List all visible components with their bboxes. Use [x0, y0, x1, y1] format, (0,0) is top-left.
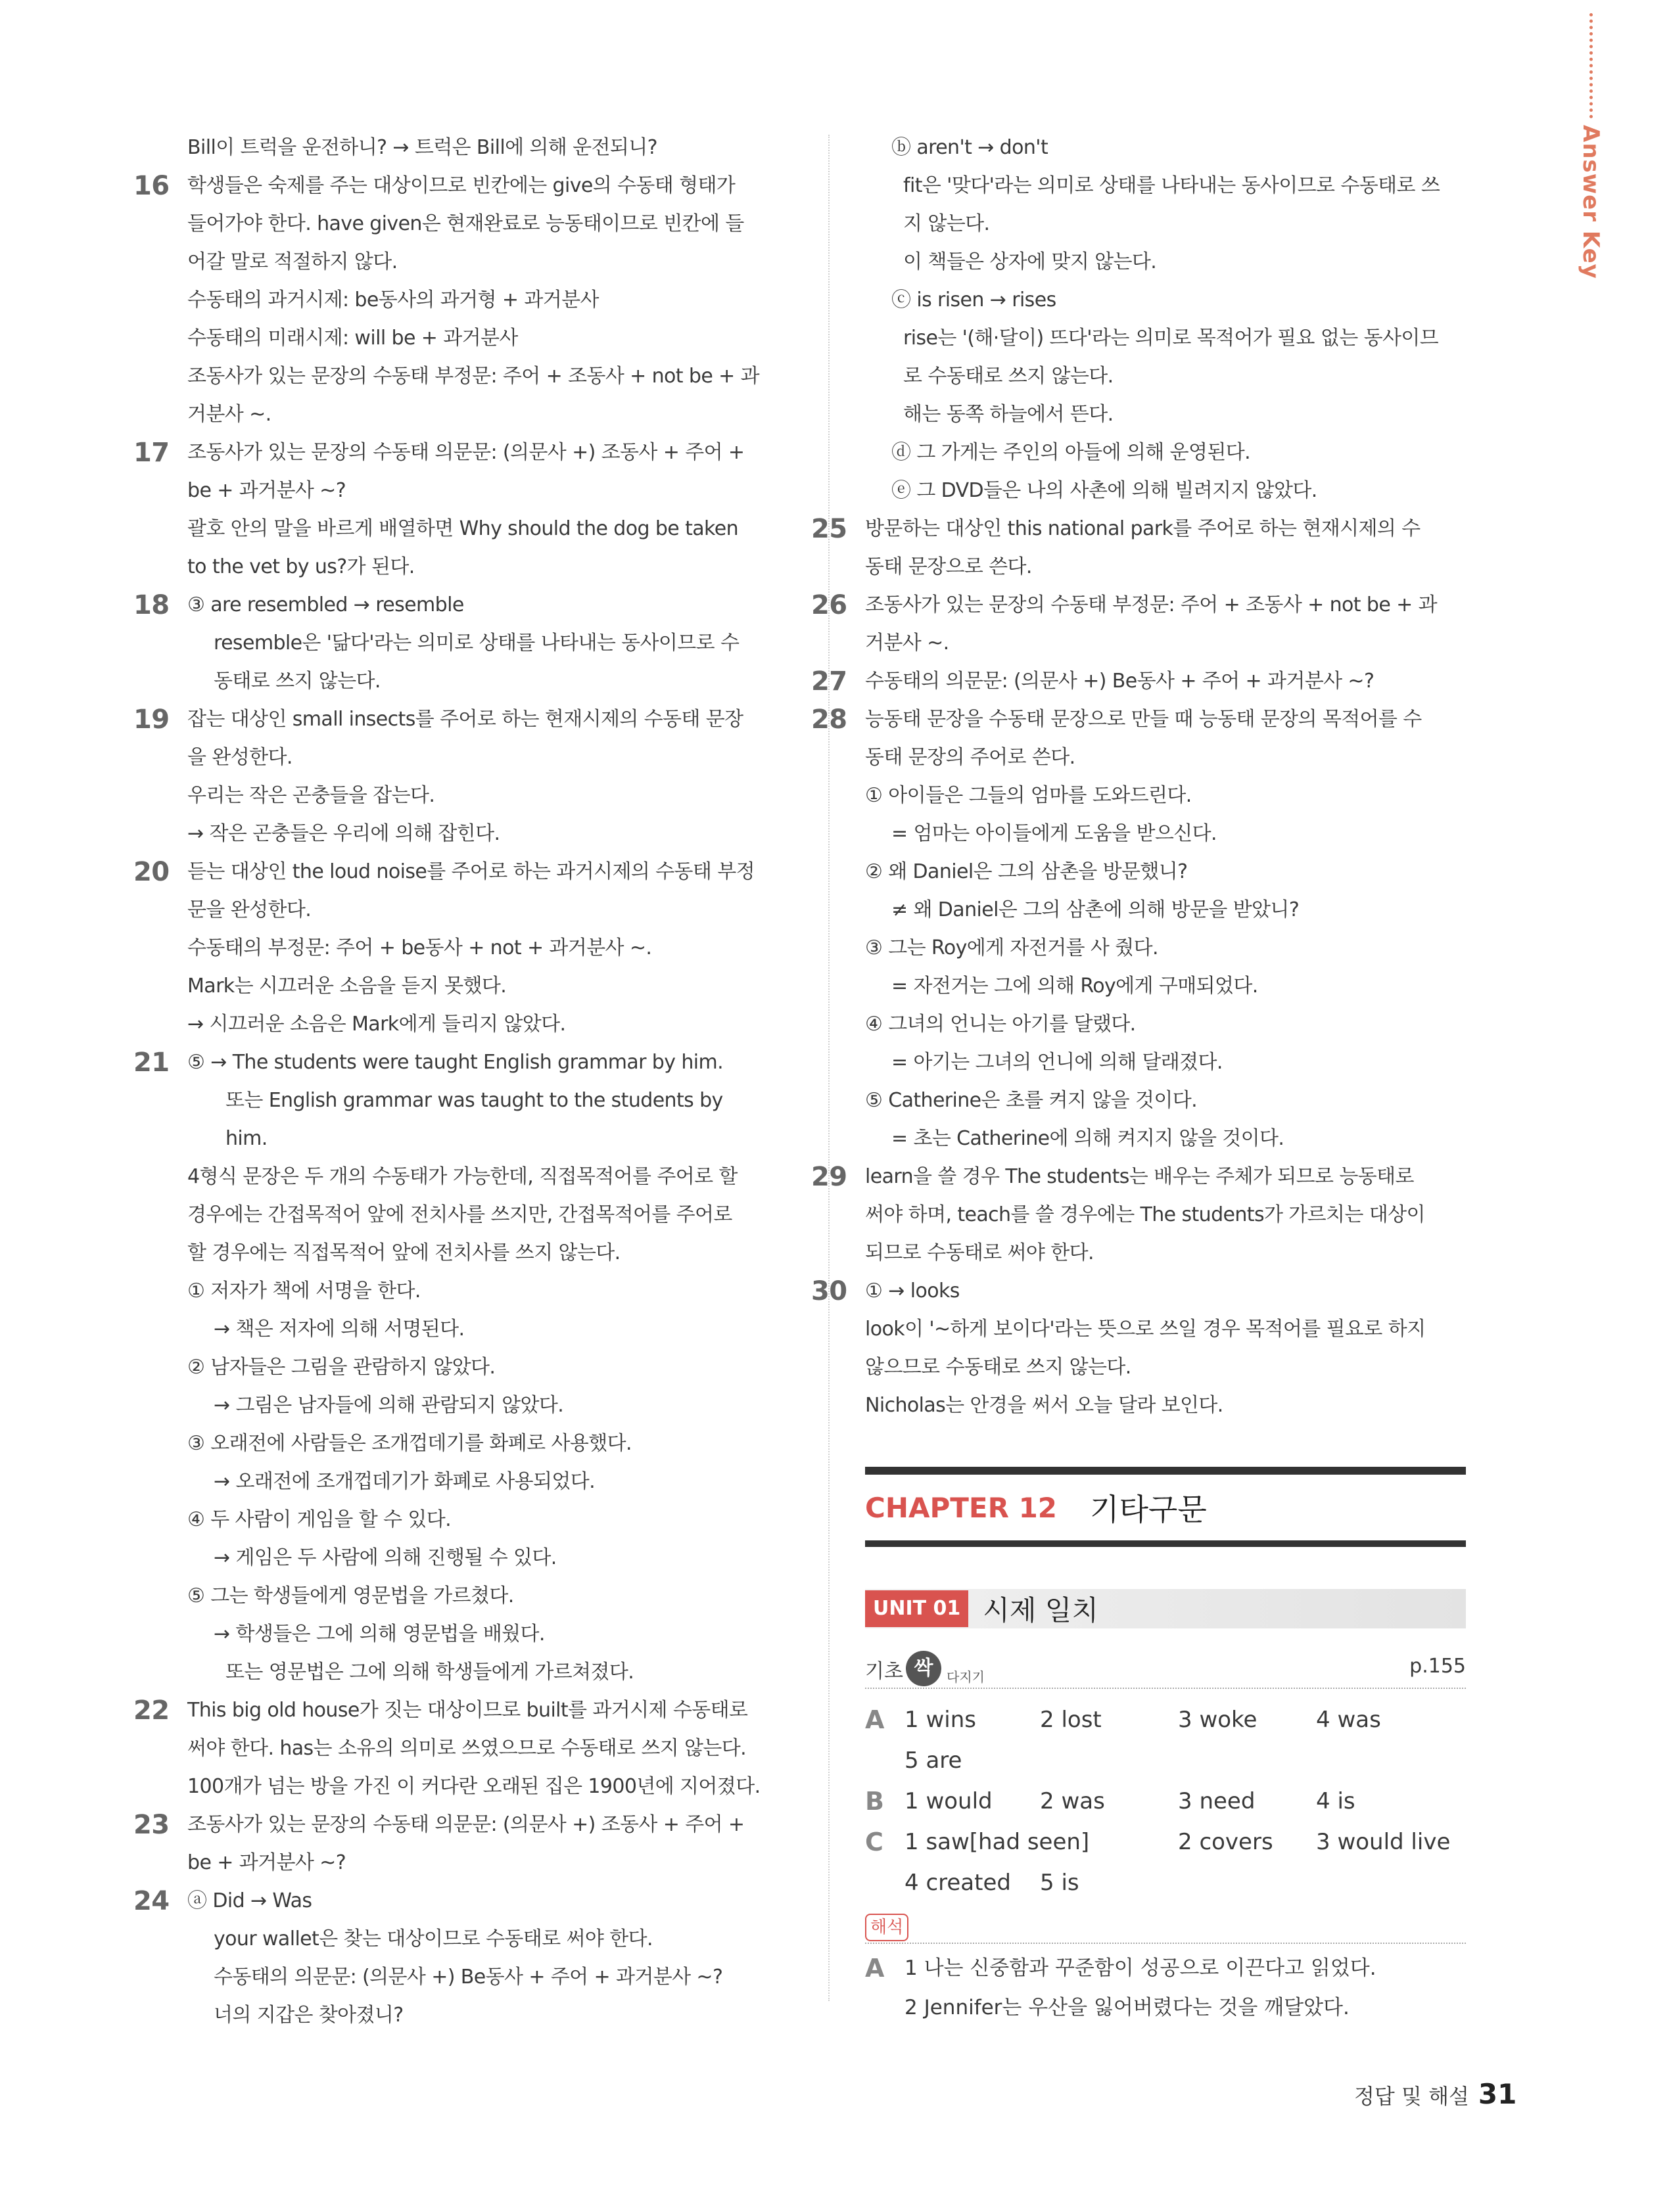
- text-line: [865, 548, 1470, 586]
- text-line: [811, 662, 1470, 701]
- text-line: [133, 1882, 792, 1920]
- line-text: 로 수동태로 쓰지 않는다.: [903, 365, 1114, 388]
- line-text: 동태 문장의 주어로 쓴다.: [865, 746, 1075, 769]
- text-line: [811, 701, 1470, 739]
- text-line: [133, 1692, 792, 1730]
- answer-item: 3 woke: [1178, 1707, 1258, 1733]
- line-text: 능동태 문장을 수동태 문장으로 만들 때 능동태 문장의 목적어를 수: [865, 708, 1422, 731]
- line-text: ① 아이들은 그들의 엄마를 도와드린다.: [865, 784, 1192, 807]
- basic-label: 기초: [865, 1660, 903, 1683]
- answer-item: 2 was: [1040, 1788, 1105, 1814]
- line-text: 또는 영문법은 그에 의해 학생들에게 가르쳐졌다.: [225, 1661, 634, 1684]
- line-text: ⑤ 그는 학생들에게 영문법을 가르쳤다.: [187, 1584, 514, 1607]
- text-line: [865, 396, 1470, 434]
- text-line: [187, 1539, 792, 1577]
- question-number: 16: [133, 171, 170, 201]
- text-line: [865, 1387, 1470, 1425]
- line-text: ① → looks: [865, 1279, 960, 1302]
- text-line: [187, 1844, 792, 1882]
- answer-item: 4 created: [905, 1870, 1011, 1896]
- text-line: [187, 1768, 792, 1806]
- line-text: 않으므로 수동태로 쓰지 않는다.: [865, 1356, 1131, 1379]
- line-text: 학생들은 숙제를 주는 대상이므로 빈칸에는 give의 수동태 형태가: [187, 174, 736, 197]
- line-text: → 게임은 두 사람에 의해 진행될 수 있다.: [214, 1546, 557, 1569]
- line-text: ③ are resembled → resemble: [187, 593, 464, 616]
- text-line: [865, 1348, 1470, 1387]
- text-line: [187, 205, 792, 243]
- question-number: 24: [133, 1886, 170, 1916]
- text-line: [187, 1272, 792, 1310]
- text-line: [865, 891, 1470, 929]
- line-text: 수동태의 미래시제: will be + 과거분사: [187, 327, 518, 350]
- dotted-line: [1589, 13, 1595, 118]
- text-line: [865, 739, 1470, 777]
- text-line: [187, 396, 792, 434]
- line-text: 조동사가 있는 문장의 수동태 의문문: (의문사 +) 조동사 + 주어 +: [187, 1813, 745, 1836]
- line-text: ⓒ is risen → rises: [891, 288, 1056, 311]
- question-number: 29: [811, 1162, 847, 1192]
- text-line: [865, 357, 1470, 396]
- line-text: be + 과거분사 ~?: [187, 479, 346, 502]
- line-text: 조동사가 있는 문장의 수동태 부정문: 주어 + 조동사 + not be + 과: [187, 365, 759, 388]
- text-line: [133, 853, 792, 891]
- line-text: look이 '~하게 보이다'라는 뜻으로 쓰일 경우 목적어를 필요로 하지: [865, 1318, 1426, 1341]
- answer-key-label: Answer Key: [1578, 125, 1604, 279]
- answer-key-tab: [1578, 13, 1604, 279]
- text-line: [865, 1082, 1470, 1120]
- translation-section-letter: A: [865, 1954, 885, 1983]
- text-line: [187, 1158, 792, 1196]
- answer-item: 4 was: [1316, 1707, 1381, 1733]
- line-text: = 자전거는 그에 의해 Roy에게 구매되었다.: [891, 975, 1258, 998]
- answer-section-letter: C: [865, 1828, 883, 1856]
- chapter-header: [865, 1467, 1466, 1547]
- unit-badge: UNIT 01: [865, 1590, 968, 1627]
- text-line: [811, 1272, 1470, 1310]
- line-text: fit은 '맞다'라는 의미로 상태를 나타내는 동사이므로 수동태로 쓰: [903, 174, 1440, 197]
- line-text: ③ 그는 Roy에게 자전거를 사 줬다.: [865, 936, 1158, 959]
- line-text: 동태 문장으로 쓴다.: [865, 555, 1032, 578]
- line-text: 지 않는다.: [903, 212, 990, 235]
- left-column: [133, 129, 792, 2035]
- line-text: 우리는 작은 곤충들을 잡는다.: [187, 784, 435, 807]
- basic-sub-label: 다지기: [947, 1669, 985, 1685]
- line-text: resemble은 '닮다'라는 의미로 상태를 나타내는 동사이므로 수: [214, 632, 740, 655]
- text-line: [133, 1806, 792, 1844]
- text-line: [187, 777, 792, 815]
- text-line: [187, 1120, 792, 1158]
- text-line: [865, 205, 1470, 243]
- text-line: [187, 1730, 792, 1768]
- line-text: ⑤ → The students were taught English grammar by him.: [187, 1051, 724, 1074]
- text-line: [187, 1920, 792, 1958]
- answer-item: 5 is: [1040, 1870, 1079, 1896]
- chapter-top-bar: [865, 1467, 1466, 1475]
- text-line: [187, 1463, 792, 1501]
- line-text: 거분사 ~.: [865, 632, 949, 655]
- text-line: [865, 472, 1470, 510]
- line-text: 들어가야 한다. have given은 현재완료로 능동태이므로 빈칸에 들: [187, 212, 744, 235]
- translation-header: [865, 1914, 1466, 1944]
- line-text: learn을 쓸 경우 The students는 배우는 주체가 되므로 능동태로: [865, 1165, 1414, 1188]
- question-number: 19: [133, 704, 170, 735]
- line-text: ③ 오래전에 사람들은 조개껍데기를 화폐로 사용했다.: [187, 1432, 632, 1455]
- question-number: 26: [811, 590, 847, 620]
- line-text: ② 남자들은 그림을 관람하지 않았다.: [187, 1356, 496, 1379]
- unit-header: [865, 1589, 1466, 1628]
- line-text: 거분사 ~.: [187, 403, 271, 426]
- text-line: [187, 319, 792, 357]
- line-text: ⓐ Did → Was: [187, 1889, 312, 1912]
- question-number: 20: [133, 857, 170, 887]
- line-text: 써야 하며, teach를 쓸 경우에는 The students가 가르치는 대상이: [865, 1203, 1425, 1226]
- text-line: [187, 243, 792, 281]
- line-text: ④ 그녀의 언니는 아기를 달랬다.: [865, 1013, 1136, 1036]
- column-divider: [828, 135, 830, 2001]
- line-text: rise는 '(해·달이) 뜨다'라는 의미로 목적어가 필요 없는 동사이므: [903, 327, 1439, 350]
- text-line: [133, 434, 792, 472]
- text-line: [187, 1425, 792, 1463]
- text-line: [865, 434, 1470, 472]
- line-text: 경우에는 간접목적어 앞에 전치사를 쓰지만, 간접목적어를 주어로: [187, 1203, 732, 1226]
- text-line: [187, 1310, 792, 1348]
- text-line: [187, 1958, 792, 1996]
- answer-item: 2 covers: [1178, 1829, 1273, 1855]
- question-number: 25: [811, 514, 847, 544]
- text-line: [187, 891, 792, 929]
- line-text: 너의 지갑은 찾아졌니?: [214, 2004, 404, 2027]
- line-text: ② 왜 Daniel은 그의 삼촌을 방문했니?: [865, 860, 1188, 883]
- line-text: him.: [225, 1127, 268, 1150]
- line-text: be + 과거분사 ~?: [187, 1851, 346, 1874]
- chapter-name: 기타구문: [1090, 1492, 1207, 1527]
- line-text: 100개가 넘는 방을 가진 이 커다란 오래된 집은 1900년에 지어졌다.: [187, 1775, 761, 1798]
- text-line: [865, 1310, 1470, 1348]
- text-line: [133, 701, 792, 739]
- line-text: 수동태의 의문문: (의문사 +) Be동사 + 주어 + 과거분사 ~?: [865, 670, 1375, 693]
- line-text: 문을 완성한다.: [187, 898, 312, 921]
- line-text: Bill이 트럭을 운전하니? → 트럭은 Bill에 의해 운전되니?: [187, 136, 657, 159]
- line-text: → 학생들은 그에 의해 영문법을 배웠다.: [214, 1623, 545, 1646]
- text-line: [187, 624, 792, 662]
- line-text: ≠ 왜 Daniel은 그의 삼촌에 의해 방문을 받았니?: [891, 898, 1300, 921]
- text-line: [865, 243, 1470, 281]
- unit-name: 시제 일치: [983, 1594, 1098, 1626]
- chapter-bottom-bar: [865, 1540, 1466, 1547]
- text-line: [187, 1996, 792, 2035]
- line-text: 괄호 안의 말을 바르게 배열하면 Why should the dog be taken: [187, 517, 739, 540]
- line-text: 4형식 문장은 두 개의 수동태가 가능한데, 직접목적어를 주어로 할: [187, 1165, 738, 1188]
- text-line: [187, 1348, 792, 1387]
- text-line: [133, 586, 792, 624]
- line-text: ⓑ aren't → don't: [891, 136, 1048, 159]
- line-text: → 그림은 남자들에 의해 관람되지 않았다.: [214, 1394, 564, 1417]
- text-line: [187, 1653, 792, 1692]
- answer-item: 5 are: [905, 1747, 962, 1774]
- text-line: [187, 739, 792, 777]
- question-number: 18: [133, 590, 170, 620]
- line-text: to the vet by us?가 된다.: [187, 555, 415, 578]
- line-text: ⓔ 그 DVD들은 나의 사촌에 의해 빌려지지 않았다.: [891, 479, 1317, 502]
- answer-section-letter: A: [865, 1705, 885, 1734]
- line-text: Mark는 시끄러운 소음을 듣지 못했다.: [187, 975, 507, 998]
- text-line: [187, 472, 792, 510]
- line-text: → 작은 곤충들은 우리에 의해 잡힌다.: [187, 822, 500, 845]
- line-text: 을 완성한다.: [187, 746, 293, 769]
- text-line: [187, 1615, 792, 1653]
- line-text: = 초는 Catherine에 의해 켜지지 않을 것이다.: [891, 1127, 1284, 1150]
- translation-text: 1 나는 신중함과 꾸준함이 성공으로 이끈다고 읽었다.: [905, 1956, 1376, 1980]
- question-number: 23: [133, 1810, 170, 1840]
- line-text: ⓓ 그 가게는 주인의 아들에 의해 운영된다.: [891, 441, 1251, 464]
- question-number: 22: [133, 1695, 170, 1726]
- line-text: → 오래전에 조개껍데기가 화폐로 사용되었다.: [214, 1470, 596, 1493]
- answer-section-letter: B: [865, 1787, 884, 1816]
- page-number: 31: [1478, 2078, 1517, 2110]
- translation-tag: 해석: [865, 1914, 908, 1941]
- line-text: 써야 한다. has는 소유의 의미로 쓰였으므로 수동태로 쓰지 않는다.: [187, 1737, 747, 1760]
- line-text: 이 책들은 상자에 맞지 않는다.: [903, 250, 1157, 273]
- answer-item: 1 would: [905, 1788, 993, 1814]
- text-line: [811, 510, 1470, 548]
- text-line: [187, 929, 792, 967]
- line-text: 잡는 대상인 small insects를 주어로 하는 현재시제의 수동태 문장: [187, 708, 743, 731]
- line-text: This big old house가 짓는 대상이므로 built를 과거시제 수동태로: [187, 1699, 748, 1722]
- text-line: [811, 1158, 1470, 1196]
- text-line: [187, 1005, 792, 1044]
- line-text: Nicholas는 안경을 써서 오늘 달라 보인다.: [865, 1394, 1223, 1417]
- text-line: [187, 662, 792, 701]
- text-line: [865, 167, 1470, 205]
- line-text: 동태로 쓰지 않는다.: [214, 670, 381, 693]
- line-text: 어갈 말로 적절하지 않다.: [187, 250, 398, 273]
- text-line: [187, 1387, 792, 1425]
- line-text: 수동태의 과거시제: be동사의 과거형 + 과거분사: [187, 288, 599, 311]
- line-text: 듣는 대상인 the loud noise를 주어로 하는 과거시제의 수동태 부정: [187, 860, 755, 883]
- text-line: [865, 129, 1470, 167]
- footer-label: 정답 및 해설: [1354, 2084, 1469, 2109]
- line-text: 조동사가 있는 문장의 수동태 의문문: (의문사 +) 조동사 + 주어 +: [187, 441, 745, 464]
- text-line: [865, 929, 1470, 967]
- text-line: [187, 1196, 792, 1234]
- text-line: [865, 815, 1470, 853]
- answer-item: 3 would live: [1316, 1829, 1451, 1855]
- answer-item: 1 wins: [905, 1707, 976, 1733]
- line-text: → 시끄러운 소음은 Mark에게 들리지 않았다.: [187, 1013, 566, 1036]
- answer-item: 4 is: [1316, 1788, 1355, 1814]
- right-column: [811, 129, 1470, 1425]
- text-line: [865, 1234, 1470, 1272]
- line-text: → 책은 저자에 의해 서명된다.: [214, 1318, 465, 1341]
- text-line: [187, 129, 792, 167]
- answer-item: 2 lost: [1040, 1707, 1102, 1733]
- text-line: [865, 777, 1470, 815]
- text-line: [865, 967, 1470, 1005]
- text-line: [865, 1005, 1470, 1044]
- line-text: 방문하는 대상인 this national park를 주어로 하는 현재시제의 수: [865, 517, 1421, 540]
- line-text: 수동태의 부정문: 주어 + be동사 + not + 과거분사 ~.: [187, 936, 652, 959]
- text-line: [865, 319, 1470, 357]
- text-line: [187, 510, 792, 548]
- line-text: 또는 English grammar was taught to the students by: [225, 1089, 723, 1112]
- question-number: 21: [133, 1048, 170, 1078]
- question-number: 28: [811, 704, 847, 735]
- answer-item: 1 saw[had seen]: [905, 1829, 1090, 1855]
- text-line: [133, 1044, 792, 1082]
- text-line: [865, 1044, 1470, 1082]
- text-line: [187, 1234, 792, 1272]
- question-number: 30: [811, 1276, 847, 1306]
- text-line: [187, 1501, 792, 1539]
- answer-item: 3 need: [1178, 1788, 1256, 1814]
- line-text: 조동사가 있는 문장의 수동태 부정문: 주어 + 조동사 + not be + 과: [865, 593, 1437, 616]
- text-line: [811, 586, 1470, 624]
- text-line: [865, 1120, 1470, 1158]
- question-number: 17: [133, 438, 170, 468]
- line-text: ④ 두 사람이 게임을 할 수 있다.: [187, 1508, 452, 1531]
- text-line: [187, 281, 792, 319]
- text-line: [133, 167, 792, 205]
- translation-text: 2 Jennifer는 우산을 잃어버렸다는 것을 깨달았다.: [905, 1996, 1350, 2019]
- line-text: 되므로 수동태로 써야 한다.: [865, 1241, 1094, 1264]
- text-line: [187, 548, 792, 586]
- line-text: 해는 동쪽 하늘에서 뜬다.: [903, 403, 1114, 426]
- line-text: = 엄마는 아이들에게 도움을 받으신다.: [891, 822, 1217, 845]
- basic-exercise-header: [865, 1651, 1466, 1689]
- text-line: [187, 1577, 792, 1615]
- line-text: ① 저자가 책에 서명을 한다.: [187, 1279, 421, 1302]
- text-line: [865, 281, 1470, 319]
- text-line: [187, 815, 792, 853]
- line-text: 수동태의 의문문: (의문사 +) Be동사 + 주어 + 과거분사 ~?: [214, 1966, 723, 1989]
- text-line: [865, 1196, 1470, 1234]
- line-text: your wallet은 찾는 대상이므로 수동태로 써야 한다.: [214, 1927, 653, 1950]
- page-reference: p.155: [1409, 1655, 1466, 1678]
- text-line: [187, 357, 792, 396]
- basic-circle-badge: 싹: [906, 1651, 941, 1686]
- text-line: [187, 967, 792, 1005]
- question-number: 27: [811, 666, 847, 697]
- line-text: = 아기는 그녀의 언니에 의해 달래졌다.: [891, 1051, 1223, 1074]
- text-line: [865, 853, 1470, 891]
- line-text: 할 경우에는 직접목적어 앞에 전치사를 쓰지 않는다.: [187, 1241, 621, 1264]
- line-text: ⑤ Catherine은 초를 켜지 않을 것이다.: [865, 1089, 1198, 1112]
- text-line: [187, 1082, 792, 1120]
- text-line: [865, 624, 1470, 662]
- page-footer: [1354, 2078, 1516, 2110]
- chapter-label: CHAPTER 12: [865, 1491, 1058, 1524]
